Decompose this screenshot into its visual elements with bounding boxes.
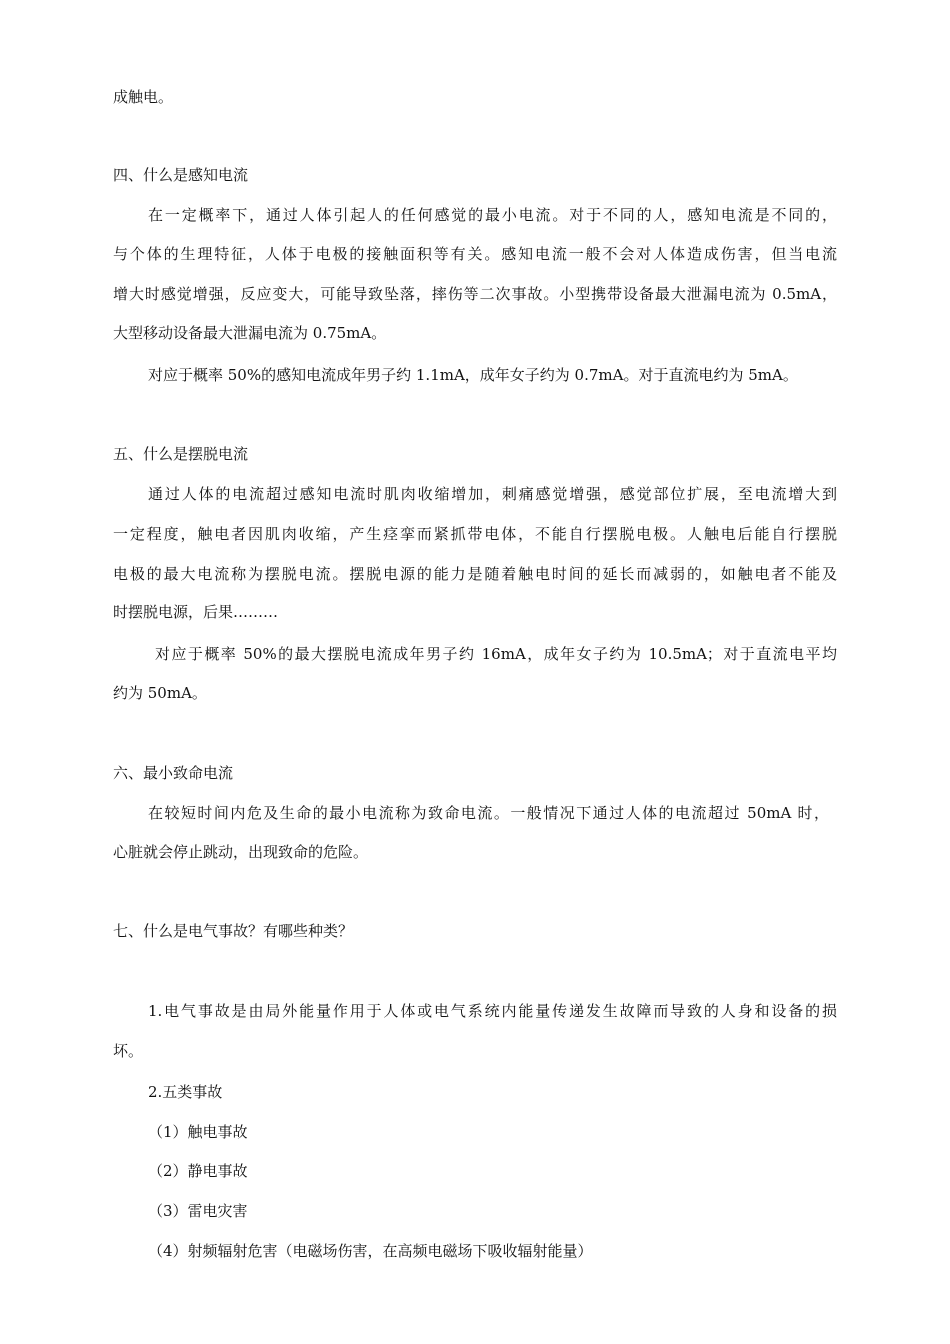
- section-heading-electrical-accidents: 七、什么是电气事故？有哪些种类？: [113, 922, 354, 940]
- section-heading-lethal-current: 六、最小致命电流: [113, 764, 234, 782]
- paragraph-line: 一定程度，触电者因肌肉收缩，产生痉挛而紧抓带电体，不能自行摆脱电极。人触电后能自行摆脱: [113, 525, 837, 543]
- paragraph-line: 心脏就会停止跳动，出现致命的危险。: [113, 843, 369, 861]
- paragraph-line: 对应于概率 50%的最大摆脱电流成年男子约 16mA，成年女子约为 10.5mA；对于直流电平均: [155, 645, 837, 663]
- list-item: （2）静电事故: [148, 1162, 248, 1180]
- paragraph-line: 在较短时间内危及生命的最小电流称为致命电流。一般情况下通过人体的电流超过 50mA 时，: [148, 804, 829, 822]
- section-heading-let-go-current: 五、什么是摆脱电流: [113, 445, 249, 463]
- paragraph-line: 通过人体的电流超过感知电流时肌肉收缩增加，刺痛感觉增强，感觉部位扩展，至电流增大到: [148, 485, 837, 503]
- list-item: （1）触电事故: [148, 1123, 248, 1141]
- carry-over-text: 成触电。: [113, 88, 174, 106]
- paragraph-line: 增大时感觉增强，反应变大，可能导致坠落，摔伤等二次事故。小型携带设备最大泄漏电流为 0.5mA，: [113, 285, 837, 303]
- paragraph-line: 约为 50mA。: [113, 684, 207, 702]
- section-heading-perception-current: 四、什么是感知电流: [113, 166, 249, 184]
- paragraph-line: 1.电气事故是由局外能量作用于人体或电气系统内能量传递发生故障而导致的人身和设备的损: [148, 1002, 837, 1020]
- list-item: （3）雷电灾害: [148, 1202, 248, 1220]
- list-item: （4）射频辐射危害（电磁场伤害，在高频电磁场下吸收辐射能量）: [148, 1242, 593, 1260]
- paragraph-line: 坏。: [113, 1042, 144, 1060]
- paragraph-line: 大型移动设备最大泄漏电流为 0.75mA。: [113, 324, 387, 342]
- paragraph-line: 在一定概率下，通过人体引起人的任何感觉的最小电流。对于不同的人，感知电流是不同的，: [148, 206, 837, 224]
- list-heading: 2.五类事故: [148, 1083, 223, 1101]
- paragraph-line: 时摆脱电源，后果………: [113, 603, 279, 621]
- paragraph-line: 与个体的生理特征，人体于电极的接触面积等有关。感知电流一般不会对人体造成伤害，但当电流: [113, 245, 837, 263]
- paragraph-line: 对应于概率 50%的感知电流成年男子约 1.1mA，成年女子约为 0.7mA。对于直流电约为 5mA。: [148, 366, 798, 384]
- paragraph-line: 电极的最大电流称为摆脱电流。摆脱电源的能力是随着触电时间的延长而减弱的，如触电者不能及: [113, 565, 837, 583]
